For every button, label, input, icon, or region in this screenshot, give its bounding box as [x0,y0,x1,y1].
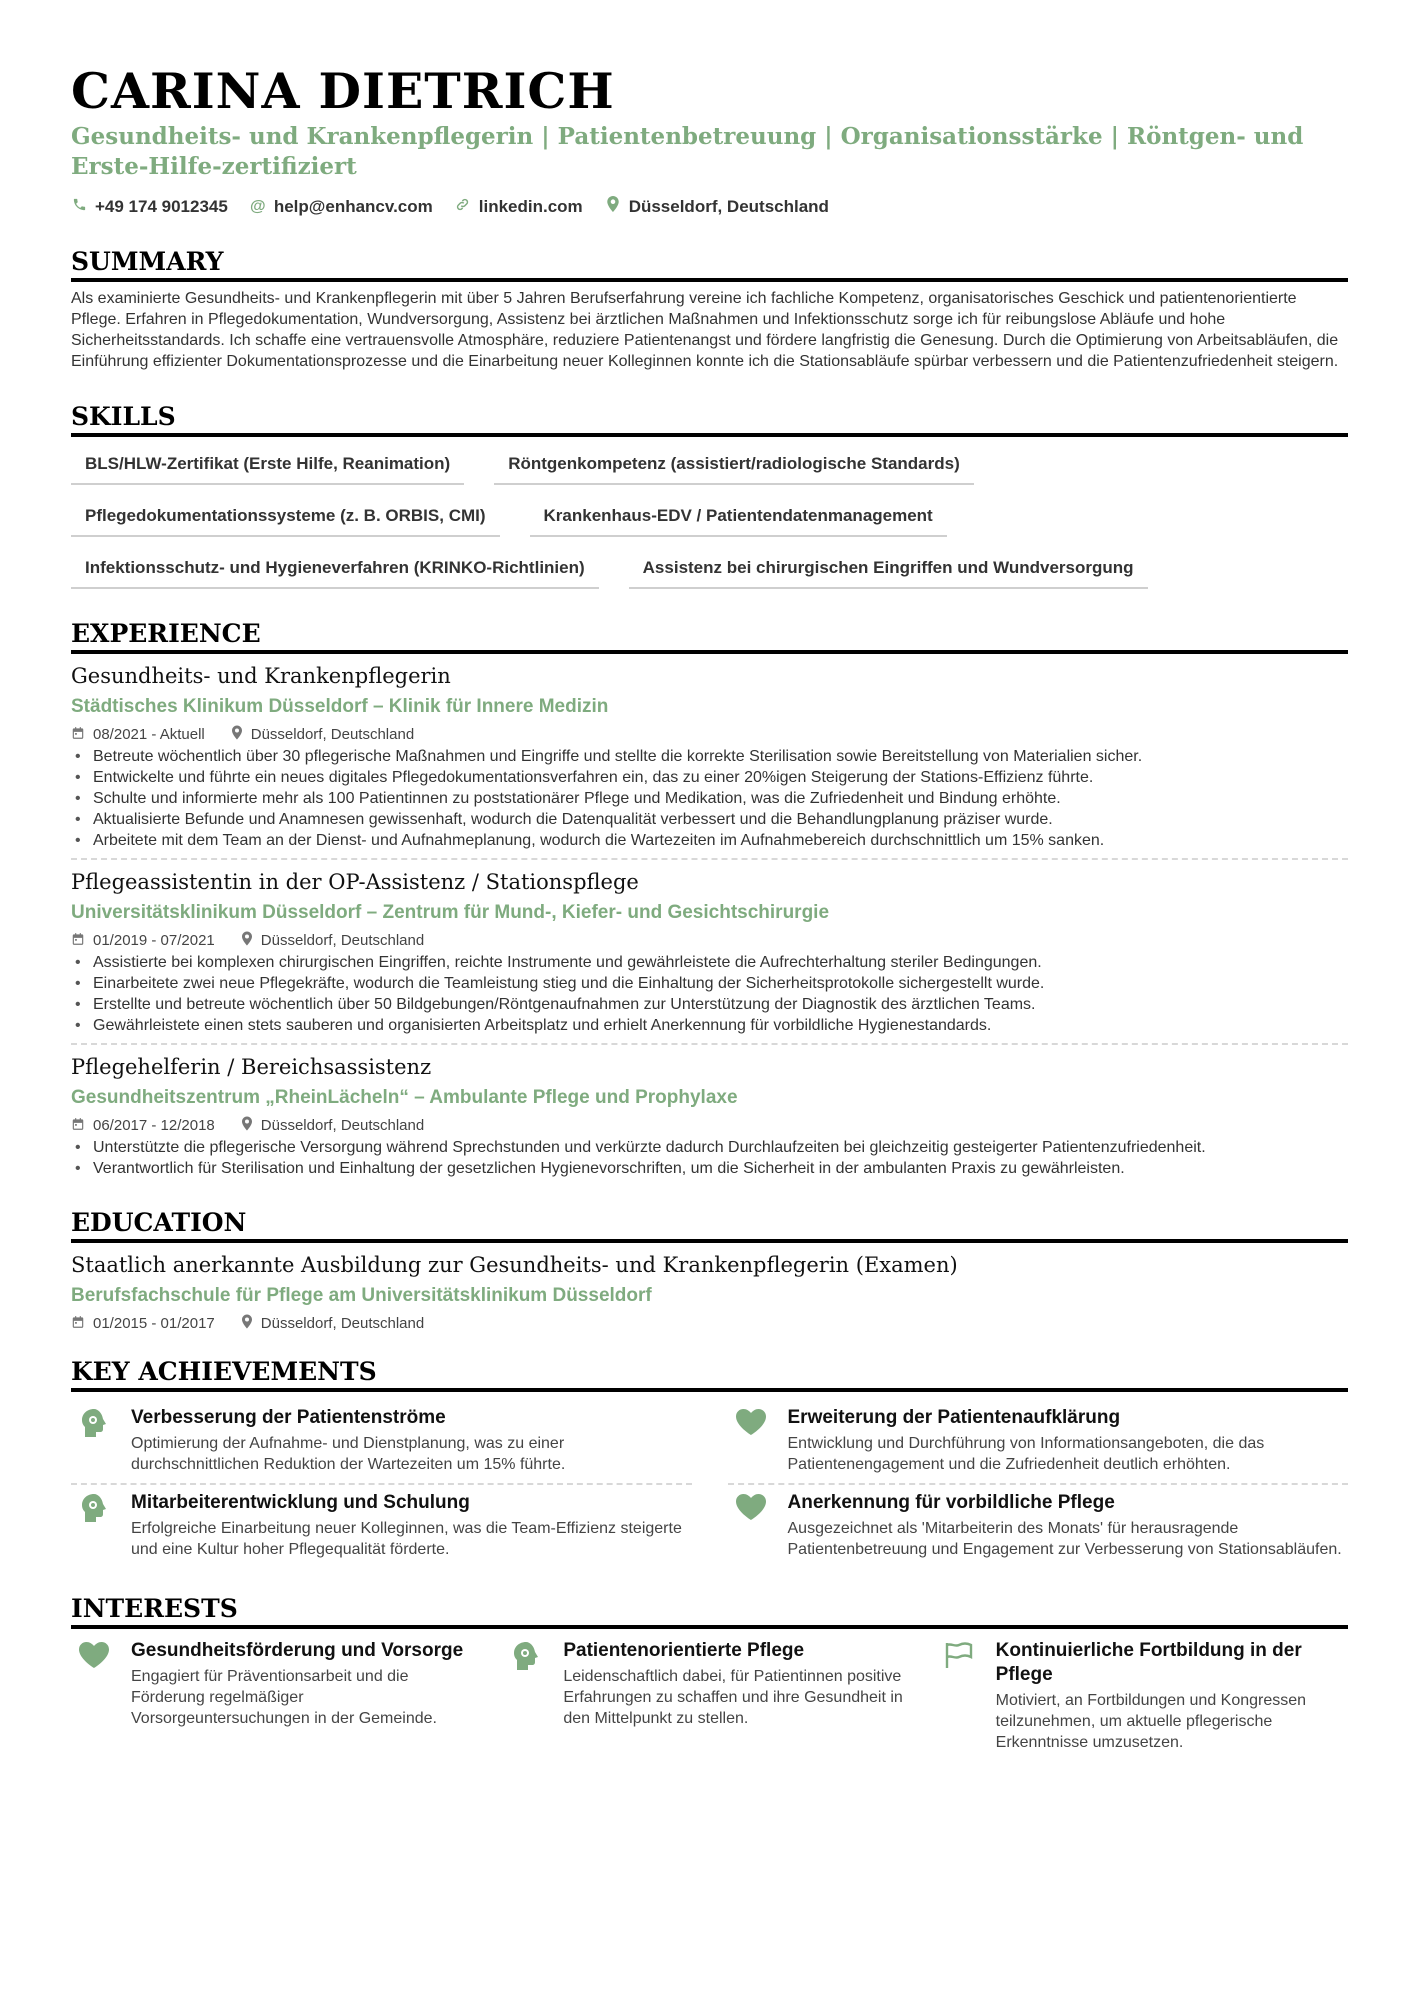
contact-phone[interactable] [71,197,228,217]
job-location [241,1116,424,1134]
job-meta [71,725,1348,743]
summary-title: SUMMARY [71,247,1348,282]
contact-bar [71,196,1348,217]
calendar-icon [71,1117,85,1134]
skills-section [71,402,1348,589]
interest-item [503,1639,915,1753]
degree-title: Staatlich anerkannte Ausbildung zur Gesundheits- und Krankenpflegerin (Examen) [71,1253,958,1277]
education-section [71,1208,1348,1339]
achievement-item [728,1400,1349,1485]
email-text: help@enhancv.com [273,196,433,216]
interest-item [71,1639,483,1753]
job-entry [71,860,1348,1045]
contact-location [605,196,829,217]
job-bullets [71,952,1348,1036]
education-dates [71,1315,215,1332]
calendar-icon [71,1315,85,1332]
skills-list [71,447,1348,589]
calendar-icon [71,932,85,949]
achievement-desc: Optimierung der Aufnahme- und Dienstplanung, was zu einer durchschnittlichen Reduktion der Wartezeiten um 15% führte. [131,1435,566,1473]
education-dates-text: 01/2015 - 01/2017 [93,1314,215,1332]
skill-tag: Röntgenkompetenz (assistiert/radiologische Standards) [494,447,974,485]
job-entry [71,654,1348,860]
phone-text: +49 174 9012345 [95,196,228,216]
skill-tag: Infektionsschutz- und Hygieneverfahren (KRINKO-Richtlinien) [71,551,599,589]
experience-section [71,619,1348,1186]
location-text: Düsseldorf, Deutschland [628,196,829,216]
location-pin-icon [241,1314,253,1332]
job-dates [71,726,205,743]
list-item: • Arbeitete mit dem Team an der Dienst- und Aufnahmeplanung, wodurch die Wartezeiten im Aufnahmebereich durchschnittlich um 15% sanken. [71,830,1348,851]
list-item: • Verantwortlich für Sterilisation und Einhaltung der gesetzlichen Hygienevorschriften, um die Sicherheit in der ambulanten Praxis zu gewährleisten. [71,1158,1348,1179]
interest-desc: Leidenschaftlich dabei, für Patientinnen positive Erfahrungen zu schaffen und ihre Gesundheit in den Mittelpunkt zu stellen. [563,1668,903,1727]
contact-linkedin[interactable] [455,197,583,217]
experience-title: EXPERIENCE [71,619,1348,654]
skill-tag: Pflegedokumentationssysteme (z. B. ORBIS, CMI) [71,499,500,537]
job-title: Pflegehelferin / Bereichsassistenz [71,1055,432,1079]
job-bullets [71,746,1348,851]
education-location-text: Düsseldorf, Deutschland [260,1314,425,1332]
achievement-title: Verbesserung der Patientenströme [131,1407,446,1428]
list-item: • Unterstützte die pflegerische Versorgung während Sprechstunden und verkürzte dadurch Durchlaufzeiten bei gleichzeitig gesteigerter Patientenzufriedenheit. [71,1137,1348,1158]
job-meta [71,1116,1348,1134]
location-pin-icon [231,725,243,743]
calendar-icon [71,726,85,743]
achievement-item [71,1485,692,1568]
school-name: Berufsfachschule für Pflege am Universitätsklinikum Düsseldorf [71,1285,652,1306]
location-pin-icon [241,931,253,949]
job-title: Gesundheits- und Krankenpflegerin [71,664,451,688]
achievement-title: Anerkennung für vorbildliche Pflege [787,1492,1115,1513]
heart-icon [728,1491,774,1560]
job-dates-text: 06/2017 - 12/2018 [93,1116,215,1134]
achievements-title: KEY ACHIEVEMENTS [71,1357,1348,1392]
location-pin-icon [241,1116,253,1134]
list-item: • Aktualisierte Befunde und Anamnesen gewissenhaft, wodurch die Datenqualität verbessert und die Behandlungplanung präziser wurde. [71,809,1348,830]
list-item: • Assistierte bei komplexen chirurgischen Eingriffen, reichte Instrumente und gewährleistete die Aufrechterhaltung steriler Bedingungen. [71,952,1348,973]
achievements-section [71,1357,1348,1568]
heart-icon [71,1639,117,1753]
skills-title: SKILLS [71,402,1348,437]
head-icon [71,1491,117,1560]
flag-icon [936,1639,982,1753]
interest-desc: Motiviert, an Fortbildungen und Kongressen teilzunehmen, um aktuelle pflegerische Erkenntnisse umzusetzen. [995,1692,1307,1751]
job-bullets [71,1137,1348,1179]
list-item: • Erstellte und betreute wöchentlich über 50 Bildgebungen/Röntgenaufnahmen zur Unterstützung der Diagnostik des ärztlichen Teams. [71,994,1348,1015]
achievement-item [728,1485,1349,1568]
skill-tag: Assistenz bei chirurgischen Eingriffen und Wundversorgung [629,551,1148,589]
achievement-item [71,1400,692,1485]
education-entry [71,1243,1348,1339]
interest-title: Patientenorientierte Pflege [563,1640,805,1661]
link-icon [455,197,471,217]
list-item: • Einarbeitete zwei neue Pflegekräfte, wodurch die Teamleistung stieg und die Einhaltung der Sicherheitsprotokolle sichergestellt wurde. [71,973,1348,994]
headline: Gesundheits- und Krankenpflegerin | Patientenbetreuung | Organisationsstärke | Röntgen- und Erste-Hilfe-zertifiziert [71,123,1304,180]
list-item: • Betreute wöchentlich über 30 pflegerische Maßnahmen und Eingriffe und stellte die korrekte Sterilisation sowie Bereitstellung von Materialien sicher. [71,746,1348,767]
education-title: EDUCATION [71,1208,1348,1243]
contact-email[interactable] [250,197,433,217]
achievements-grid [71,1400,1348,1568]
education-meta [71,1314,1348,1332]
job-company: Städtisches Klinikum Düsseldorf – Klinik für Innere Medizin [71,696,609,717]
interest-title: Kontinuierliche Fortbildung in der Pflege [995,1640,1302,1685]
head-icon [71,1406,117,1475]
job-location-text: Düsseldorf, Deutschland [260,931,425,949]
phone-icon [71,197,87,217]
achievement-title: Mitarbeiterentwicklung und Schulung [131,1492,470,1513]
achievement-desc: Erfolgreiche Einarbeitung neuer Kolleginnen, was die Team-Effizienz steigerte und eine Kultur hoher Pflegequalität förderte. [131,1520,682,1558]
list-item: • Schulte und informierte mehr als 100 Patientinnen zu poststationärer Pflege und Medikation, was die Zufriedenheit und Bindung erhöhte. [71,788,1348,809]
job-location [241,931,424,949]
interest-desc: Engagiert für Präventionsarbeit und die Förderung regelmäßiger Vorsorgeuntersuchungen in der Gemeinde. [131,1668,437,1727]
job-company: Universitätsklinikum Düsseldorf – Zentrum für Mund-, Kiefer- und Gesichtschirurgie [71,902,830,923]
summary-section [71,247,1348,372]
achievement-title: Erweiterung der Patientenaufklärung [787,1407,1121,1428]
interests-section [71,1594,1348,1753]
job-title: Pflegeassistentin in der OP-Assistenz / Stationspflege [71,870,639,894]
interest-item [936,1639,1348,1753]
job-location-text: Düsseldorf, Deutschland [250,725,415,743]
linkedin-text: linkedin.com [478,196,583,216]
skill-tag: BLS/HLW-Zertifikat (Erste Hilfe, Reanimation) [71,447,464,485]
at-icon: @ [250,197,266,215]
interests-grid [71,1639,1348,1753]
achievement-desc: Ausgezeichnet als 'Mitarbeiterin des Monats' für herausragende Patientenbetreuung und Engagement zur Verbesserung von Stationsabläufen. [787,1520,1342,1558]
job-dates [71,932,215,949]
summary-text: Als examinierte Gesundheits- und Krankenpflegerin mit über 5 Jahren Berufserfahrung vereine ich fachliche Kompetenz, organisatorisches Geschick und patientenorientierte Pflege. Erfahren in Pflegedokumentation, Wundversorgung, Assistenz bei ärztlichen Maßnahmen und Infektionsschutz sorge ich für reibungslose Abläufe und hohe Sicherheitsstandards. Ich schaffe eine vertrauensvolle Atmosphäre, reduziere Patientenangst und fördere langfristig die Genesung. Durch die Optimierung von Arbeitsabläufen, die Einführung effizienter Dokumentationsprozesse und die Einarbeitung neuer Kolleginnen konnte ich die Stationsabläufe spürbar verbessern und die Patientenzufriedenheit steigern. [71,290,1339,370]
candidate-name: CARINA DIETRICH [71,62,615,120]
education-location [241,1314,424,1332]
job-location [231,725,414,743]
job-dates [71,1117,215,1134]
job-dates-text: 08/2021 - Aktuell [93,725,205,743]
heart-icon [728,1406,774,1475]
list-item: • Gewährleistete einen stets sauberen und organisierten Arbeitsplatz und erhielt Anerkennung für vorbildliche Hygienestandards. [71,1015,1348,1036]
skill-tag: Krankenhaus-EDV / Patientendatenmanagement [530,499,947,537]
achievement-desc: Entwicklung und Durchführung von Informationsangeboten, die das Patientenengagement und die Zufriedenheit deutlich erhöhten. [787,1435,1265,1473]
interests-title: INTERESTS [71,1594,1348,1629]
job-company: Gesundheitszentrum „RheinLächeln“ – Ambulante Pflege und Prophylaxe [71,1087,738,1108]
interest-title: Gesundheitsförderung und Vorsorge [131,1640,464,1661]
head-icon [503,1639,549,1753]
job-meta [71,931,1348,949]
list-item: • Entwickelte und führte ein neues digitales Pflegedokumentationsverfahren ein, das zu einer 20%igen Steigerung der Stations-Effizienz führte. [71,767,1348,788]
job-dates-text: 01/2019 - 07/2021 [93,931,215,949]
job-entry [71,1045,1348,1186]
job-location-text: Düsseldorf, Deutschland [260,1116,425,1134]
location-pin-icon [605,196,621,217]
